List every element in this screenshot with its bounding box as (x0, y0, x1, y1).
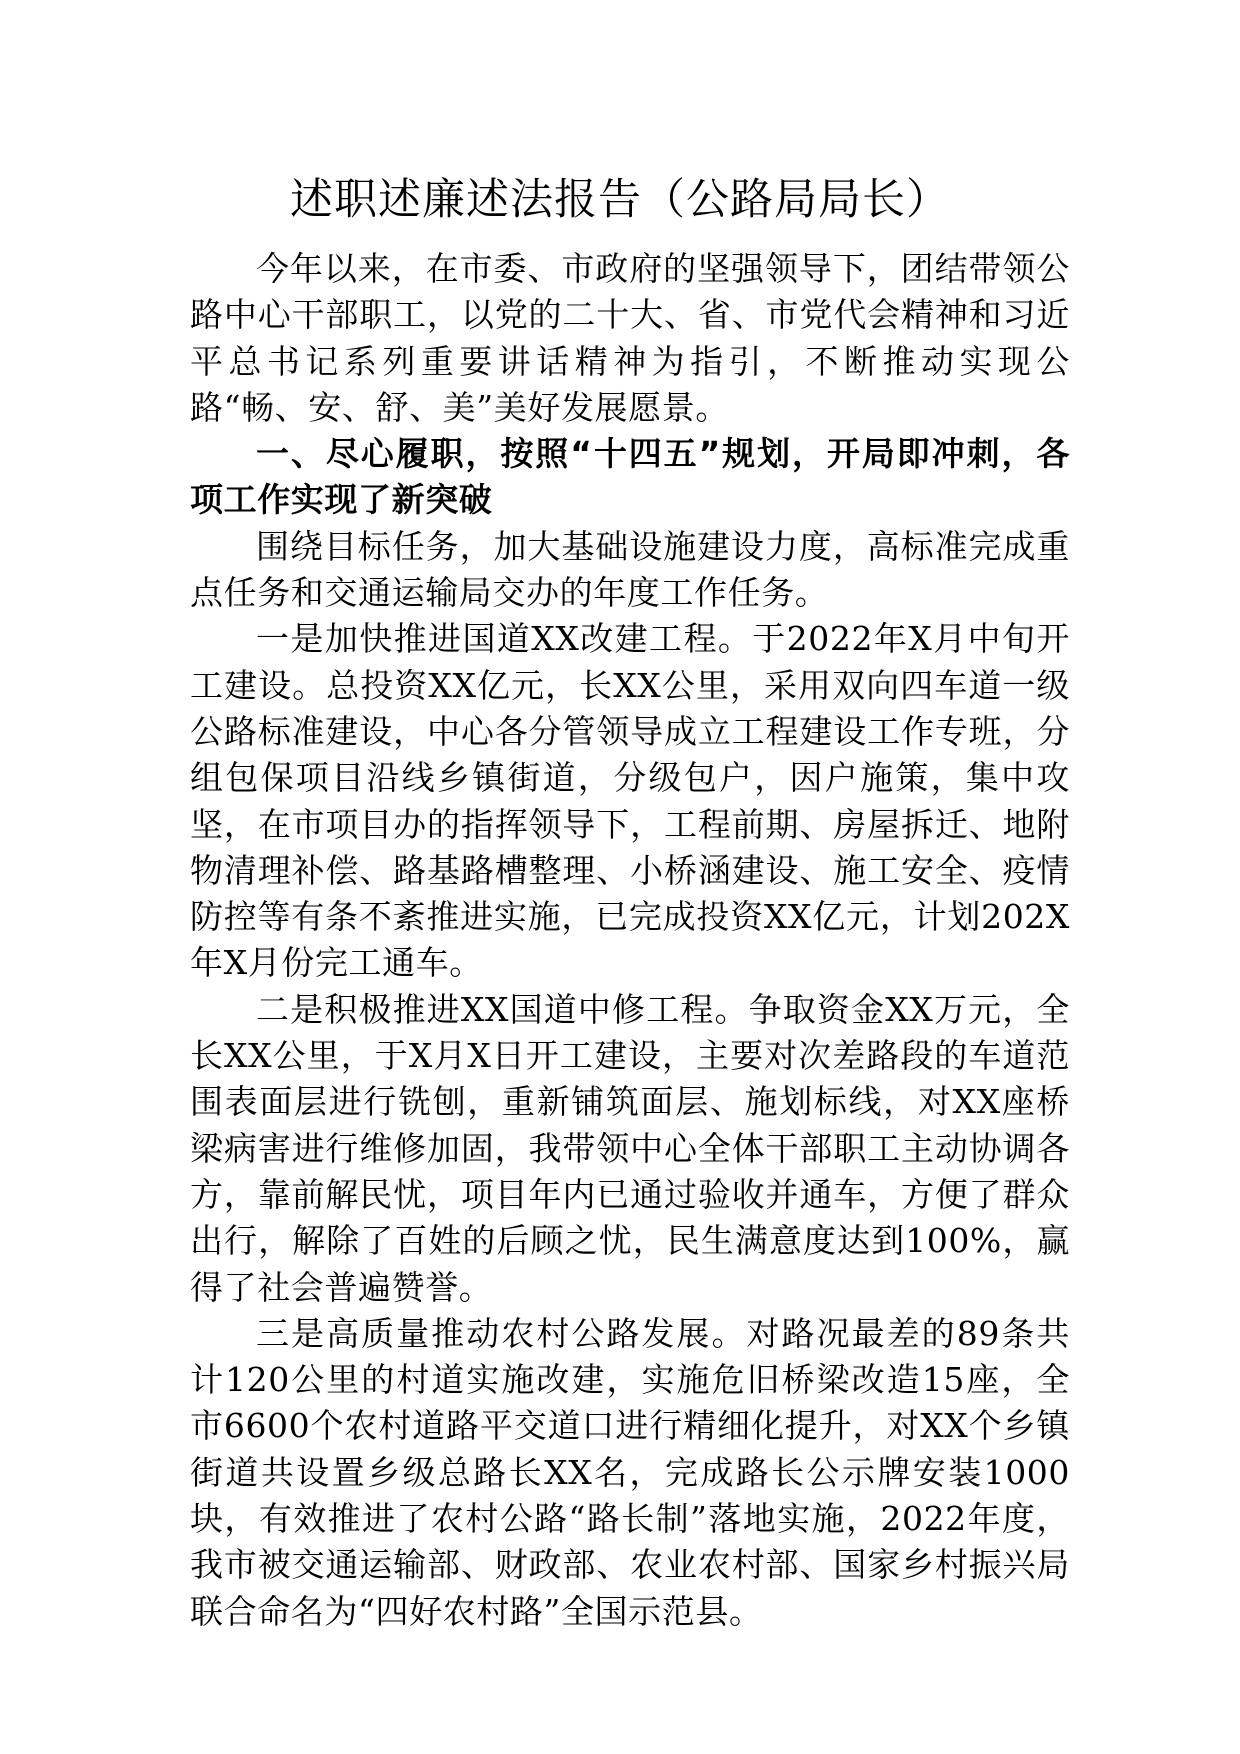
paragraph-item-2: 二是积极推进XX国道中修工程。争取资金XX万元，全长XX公里，于X月X日开工建设，主要对次差路段的车道范围表面层进行铣刨，重新铺筑面层、施划标线，对XX座桥梁病害进行维修加固，我带领中心全体干部职工主动协调各方，靠前解民忧，项目年内已通过验收并通车，方便了群众出行，解除了百姓的后顾之忧，民生满意度达到100%，赢得了社会普遍赞誉。 (190, 989, 1070, 1307)
page-title: 述职述廉述法报告（公路局局长） (290, 175, 950, 225)
document-body (190, 246, 1070, 1635)
paragraph-item-1: 一是加快推进国道XX改建工程。于2022年X月中旬开工建设。总投资XX亿元，长XX公里，采用双向四车道一级公路标准建设，中心各分管领导成立工程建设工作专班，分组包保项目沿线乡镇街道，分级包户，因户施策，集中攻坚，在市项目办的指挥领导下，工程前期、房屋拆迁、地附物清理补偿、路基路槽整理、小桥涵建设、施工安全、疫情防控等有条不紊推进实施，已完成投资XX亿元，计划202X年X月份完工通车。 (190, 619, 1070, 983)
section-heading-1: 一、尽心履职，按照“十四五”规划，开局即冲刺，各项工作实现了新突破 (190, 434, 1070, 520)
paragraph-section-summary: 围绕目标任务，加大基础设施建设力度，高标准完成重点任务和交通运输局交办的年度工作任务。 (190, 526, 1070, 613)
paragraph-intro: 今年以来，在市委、市政府的坚强领导下，团结带领公路中心干部职工，以党的二十大、省、市党代会精神和习近平总书记系列重要讲话精神为指引，不断推动实现公路“畅、安、舒、美”美好发展愿景。 (190, 249, 1070, 427)
paragraph-item-3: 三是高质量推动农村公路发展。对路况最差的89条共计120公里的村道实施改建，实施危旧桥梁改造15座，全市6600个农村道路平交道口进行精细化提升，对XX个乡镇街道共设置乡级总路长XX名，完成路长公示牌安装1000块，有效推进了农村公路“路长制”落地实施，2022年度，我市被交通运输部、财政部、农业农村部、国家乡村振兴局联合命名为“四好农村路”全国示范县。 (190, 1313, 1070, 1631)
